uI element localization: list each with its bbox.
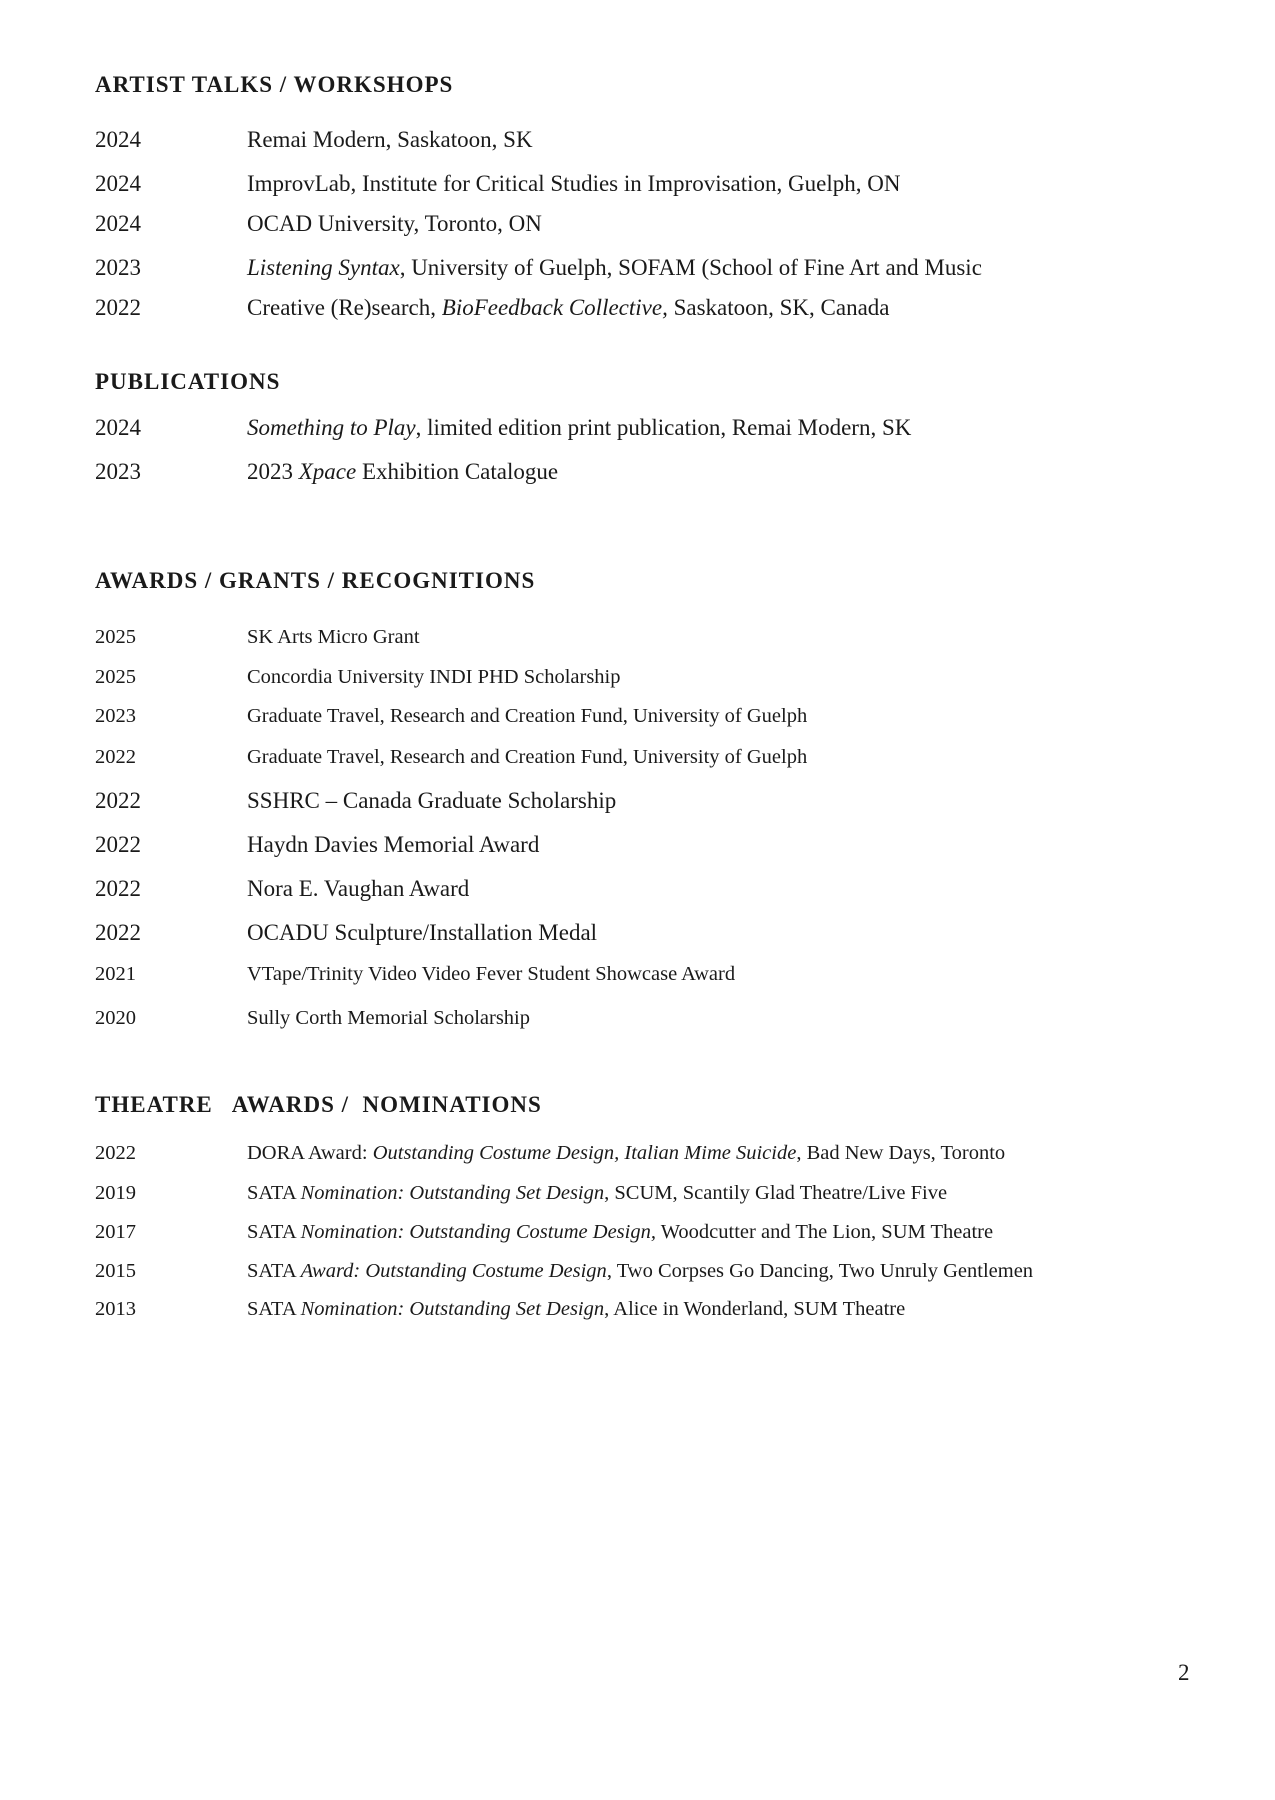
entry-text xyxy=(247,125,533,155)
entry-year: 2022 xyxy=(95,1142,136,1164)
page-number: 2 xyxy=(1178,1660,1190,1685)
awards-heading: AWARDS / GRANTS / RECOGNITIONS xyxy=(95,568,536,593)
entry-year: 2022 xyxy=(95,876,141,901)
awards-entry xyxy=(95,662,1255,692)
entry-text-part: Woodcutter and The Lion, SUM Theatre xyxy=(655,1221,994,1243)
entry-text-part: Graduate Travel, Research and Creation Fund, University of Guelph xyxy=(247,746,808,768)
theatre-entry xyxy=(95,1178,1255,1208)
entry-text xyxy=(247,662,621,692)
entry-italic-title: Something to Play xyxy=(247,415,416,440)
entry-text-part: DORA Award: xyxy=(247,1142,373,1164)
entry-year: 2024 xyxy=(95,415,141,440)
entry-italic-title: Nomination: Outstanding Set Design xyxy=(300,1298,605,1320)
entry-text xyxy=(247,1178,947,1208)
entry-italic-title: Nomination: Outstanding Costume Design, xyxy=(300,1221,656,1243)
awards-entry xyxy=(95,830,1255,860)
awards-entry xyxy=(95,959,1255,989)
awards-entry xyxy=(95,622,1255,652)
entry-text-part: SATA xyxy=(247,1260,301,1282)
entry-text-part: Sully Corth Memorial Scholarship xyxy=(247,1007,530,1029)
talks-heading: ARTIST TALKS / WORKSHOPS xyxy=(95,72,454,97)
talks-entry xyxy=(95,125,1255,155)
awards-entry xyxy=(95,918,1255,948)
entry-text xyxy=(247,918,597,948)
awards-entry xyxy=(95,1003,1255,1033)
entry-text-part: Haydn Davies Memorial Award xyxy=(247,832,540,857)
entry-text-part: OCAD University, Toronto, ON xyxy=(247,211,542,236)
entry-year: 2023 xyxy=(95,459,141,484)
entry-text xyxy=(247,786,616,816)
entry-italic-title: Outstanding Costume Design, Italian Mime Suicide xyxy=(372,1142,797,1164)
talks-entry xyxy=(95,209,1255,239)
awards-entry xyxy=(95,701,1255,731)
talks-entry xyxy=(95,253,1255,283)
entry-text xyxy=(247,701,807,731)
entry-text-part: Nora E. Vaughan Award xyxy=(247,876,470,901)
entry-text-part: SSHRC – Canada Graduate Scholarship xyxy=(247,788,617,813)
entry-text-part: SATA xyxy=(247,1298,301,1320)
theatre-heading: THEATRE AWARDS / NOMINATIONS xyxy=(95,1092,542,1117)
entry-text xyxy=(247,1294,905,1324)
entry-year: 2024 xyxy=(95,211,141,236)
entry-text xyxy=(247,1256,1033,1286)
entry-text-part: Remai Modern, Saskatoon, SK xyxy=(247,127,533,152)
entry-text-part: Creative (Re)search, xyxy=(247,295,442,320)
entry-text-part: , Bad New Days, Toronto xyxy=(796,1142,1006,1164)
entry-year: 2017 xyxy=(95,1221,136,1243)
entry-text-part: SATA xyxy=(247,1221,301,1243)
entry-year: 2024 xyxy=(95,127,141,152)
talks-entry xyxy=(95,169,1255,199)
awards-entry xyxy=(95,786,1255,816)
entry-year: 2021 xyxy=(95,963,136,985)
entry-year: 2023 xyxy=(95,705,136,727)
entry-text xyxy=(247,1217,993,1247)
entry-text-part: Exhibition Catalogue xyxy=(356,459,559,484)
entry-text-part: 2023 xyxy=(247,459,299,484)
entry-year: 2025 xyxy=(95,626,136,648)
entry-text xyxy=(247,293,890,323)
theatre-entry xyxy=(95,1217,1255,1247)
entry-text-part: VTape/Trinity Video Video Fever Student Showcase Award xyxy=(247,963,736,985)
entry-text xyxy=(247,830,539,860)
entry-year: 2019 xyxy=(95,1182,136,1204)
entry-text xyxy=(247,1138,1005,1168)
entry-italic-title: Nomination: Outstanding Set Design xyxy=(300,1182,605,1204)
entry-text xyxy=(247,209,542,239)
entry-text-part: ImprovLab, Institute for Critical Studies in Improvisation, Guelph, ON xyxy=(247,171,901,196)
entry-text-part: , limited edition print publication, Remai Modern, SK xyxy=(415,415,912,440)
entry-text xyxy=(247,169,900,199)
entry-text xyxy=(247,874,469,904)
entry-text-part: SK Arts Micro Grant xyxy=(247,626,420,648)
entry-text-part: OCADU Sculpture/Installation Medal xyxy=(247,920,598,945)
entry-italic-title: Award: Outstanding Costume Design xyxy=(300,1260,607,1282)
entry-text xyxy=(247,742,807,772)
awards-entry xyxy=(95,742,1255,772)
entry-year: 2022 xyxy=(95,920,141,945)
entry-text-part: Saskatoon, SK, Canada xyxy=(667,295,890,320)
talks-entry xyxy=(95,293,1255,323)
entry-year: 2013 xyxy=(95,1298,136,1320)
awards-entry xyxy=(95,874,1255,904)
publications-entry xyxy=(95,457,1255,487)
entry-italic-title: Listening Syntax xyxy=(247,255,400,280)
entry-text-part: , Alice in Wonderland, SUM Theatre xyxy=(604,1298,906,1320)
entry-text xyxy=(247,1003,530,1033)
publications-entry xyxy=(95,413,1255,443)
entry-text xyxy=(247,457,558,487)
entry-text-part: Graduate Travel, Research and Creation Fund, University of Guelph xyxy=(247,705,808,727)
entry-italic-title: Xpace xyxy=(298,459,357,484)
entry-italic-title: BioFeedback Collective, xyxy=(441,295,668,320)
publications-heading: PUBLICATIONS xyxy=(95,369,281,394)
entry-year: 2023 xyxy=(95,255,141,280)
entry-text-part: , SCUM, Scantily Glad Theatre/Live Five xyxy=(604,1182,948,1204)
entry-text xyxy=(247,413,911,443)
entry-year: 2015 xyxy=(95,1260,136,1282)
entry-year: 2022 xyxy=(95,788,141,813)
entry-text-part: , University of Guelph, SOFAM (School of Fine Art and Music xyxy=(399,255,982,280)
entry-text-part: , Two Corpses Go Dancing, Two Unruly Gentlemen xyxy=(606,1260,1034,1282)
entry-year: 2022 xyxy=(95,295,141,320)
entry-year: 2022 xyxy=(95,832,141,857)
entry-year: 2020 xyxy=(95,1007,136,1029)
entry-year: 2022 xyxy=(95,746,136,768)
entry-text xyxy=(247,959,735,989)
entry-text-part: Concordia University INDI PHD Scholarship xyxy=(247,666,621,688)
entry-text xyxy=(247,622,420,652)
entry-text xyxy=(247,253,982,283)
entry-text-part: SATA xyxy=(247,1182,301,1204)
theatre-entry xyxy=(95,1294,1255,1324)
entry-year: 2025 xyxy=(95,666,136,688)
theatre-entry xyxy=(95,1138,1255,1168)
theatre-entry xyxy=(95,1256,1255,1286)
entry-year: 2024 xyxy=(95,171,141,196)
